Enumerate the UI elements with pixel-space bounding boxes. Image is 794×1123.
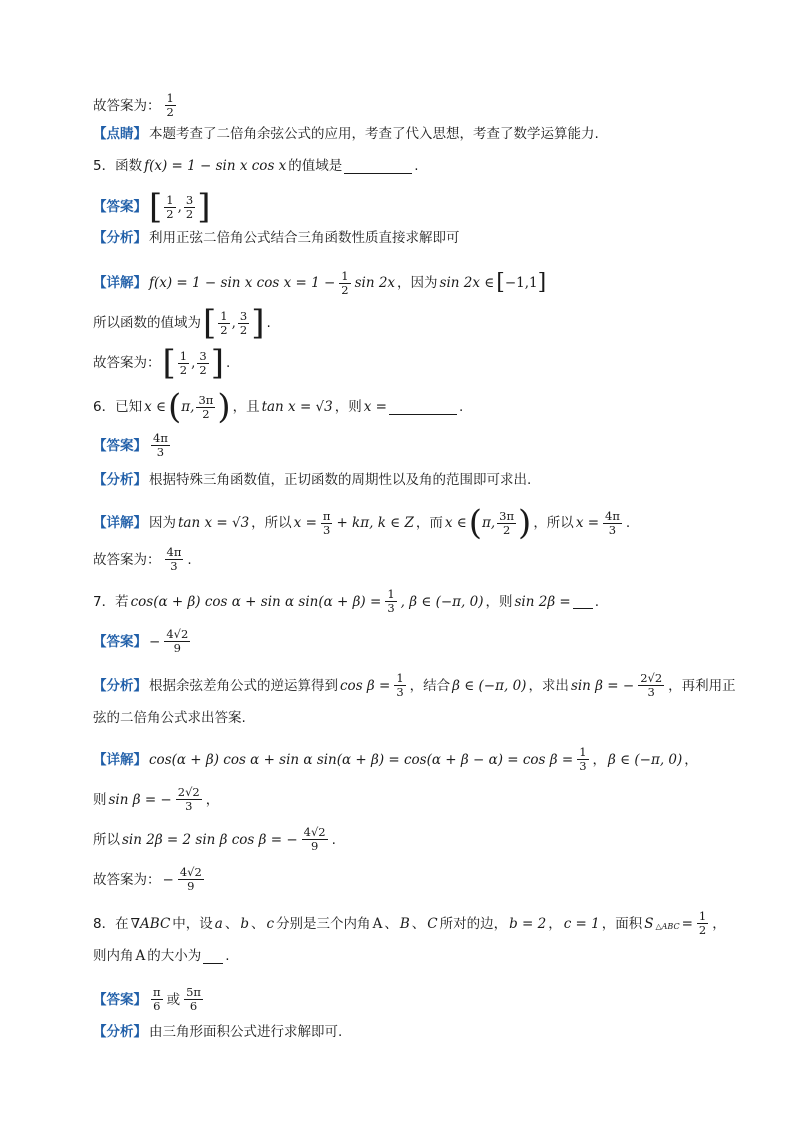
detail-5: 【详解】 f(x) = 1 − sin x cos x = 1 − $\frac{1}{2}$ sin 2x ，因为 sin 2x ∈ [ −1,1 ] <box>93 268 547 297</box>
analysis-7-cont: 弦的二倍角公式求出答案. <box>93 710 246 726</box>
question-7: 7．若 cos(α + β) cos α + sin α sin(α + β) = $\frac{1}{3}$ , β ∈ (−π, 0) ，则 sin 2β = . <box>93 587 600 615</box>
answer-blank <box>573 594 593 609</box>
analysis-5: 【分析】 利用正弦二倍角公式结合三角函数性质直接求解即可 <box>93 230 460 246</box>
detail-7-sin: 则 sin β = − $\frac{2√2}{3}$ ， <box>93 785 220 813</box>
detail-6-answer: 故答案为： $\frac{4\pi}{3}$ . <box>93 545 192 573</box>
fraction: $\frac{1}{2}$ <box>166 91 174 119</box>
detail-5-answer: 故答案为： [ $\frac{1}{2}$ , $\frac{3}{2}$ ] . <box>93 343 231 383</box>
question-5: 5．函数 f(x) = 1 − sin x cos x 的值域是 . <box>93 158 419 174</box>
tag-label: 【点睛】 <box>93 126 147 142</box>
answer-blank <box>344 159 412 174</box>
comment-line: 【点睛】 本题考查了二倍角余弦公式的应用，考查了代入思想，考查了数学运算能力. <box>93 126 599 142</box>
detail-6: 【详解】 因为 tan x = √3 ，所以 x = $\frac{\pi}{3}$ + kπ, k ∈ Z ，而 x ∈ ( π, $\frac{3\pi}{2}$ ) ，所以 x = $\frac{4\pi}{3}$ . <box>93 503 631 543</box>
answer-blank <box>389 400 457 415</box>
answer-blank <box>203 949 223 964</box>
analysis-8: 【分析】 由三角形面积公式进行求解即可. <box>93 1024 343 1040</box>
detail-7: 【详解】 cos(α + β) cos α + sin α sin(α + β) = cos(α + β − α) = cos β = $\frac{1}{3}$ ， β ∈ (−π, 0) ， <box>93 745 698 773</box>
detail-5-range: 所以函数的值域为 [ $\frac{1}{2}$ , $\frac{3}{2}$ ] . <box>93 303 271 343</box>
answer-line <box>93 92 734 119</box>
analysis-6: 【分析】 根据特殊三角函数值，正切函数的周期性以及角的范围即可求出. <box>93 472 532 488</box>
question-6: 6．已知 x ∈ ( π, $\frac{3\pi}{2}$ ) ，且 tan x = √3 ，则 x = . <box>93 387 464 427</box>
question-8-cont: 则内角 A 的大小为 . <box>93 948 230 964</box>
answer-7: 【答案】 − $\frac{4√2}{9}$ <box>93 627 189 655</box>
text: 故答案为： <box>93 97 161 114</box>
answer-5: 【答案】 [ $\frac{1}{2}$ , $\frac{3}{2}$ ] <box>93 187 211 227</box>
answer-6: 【答案】 $\frac{4\pi}{3}$ <box>93 431 168 459</box>
detail-7-answer: 故答案为： − $\frac{4√2}{9}$ <box>93 865 202 893</box>
analysis-7: 【分析】 根据余弦差角公式的逆运算得到 cos β = $\frac{1}{3}$ ，结合 β ∈ (−π, 0) ，求出 sin β = − $\frac{2√2}{3}$ ，再利用正 <box>93 671 736 699</box>
detail-7-sin2: 所以 sin 2β = 2 sin β cos β = − $\frac{4√2}{9}$ . <box>93 825 336 853</box>
answer-8: 【答案】 $\frac{\pi}{6}$ 或 $\frac{5\pi}{6}$ <box>93 985 201 1013</box>
question-8: 8．在 ∇ABC 中，设 a 、 b 、 c 分别是三个内角 A 、 B 、 C 所对的边， b = 2 ， c = 1 ，面积 S △ABC = $\frac{1}{2}$ ， <box>93 909 726 937</box>
